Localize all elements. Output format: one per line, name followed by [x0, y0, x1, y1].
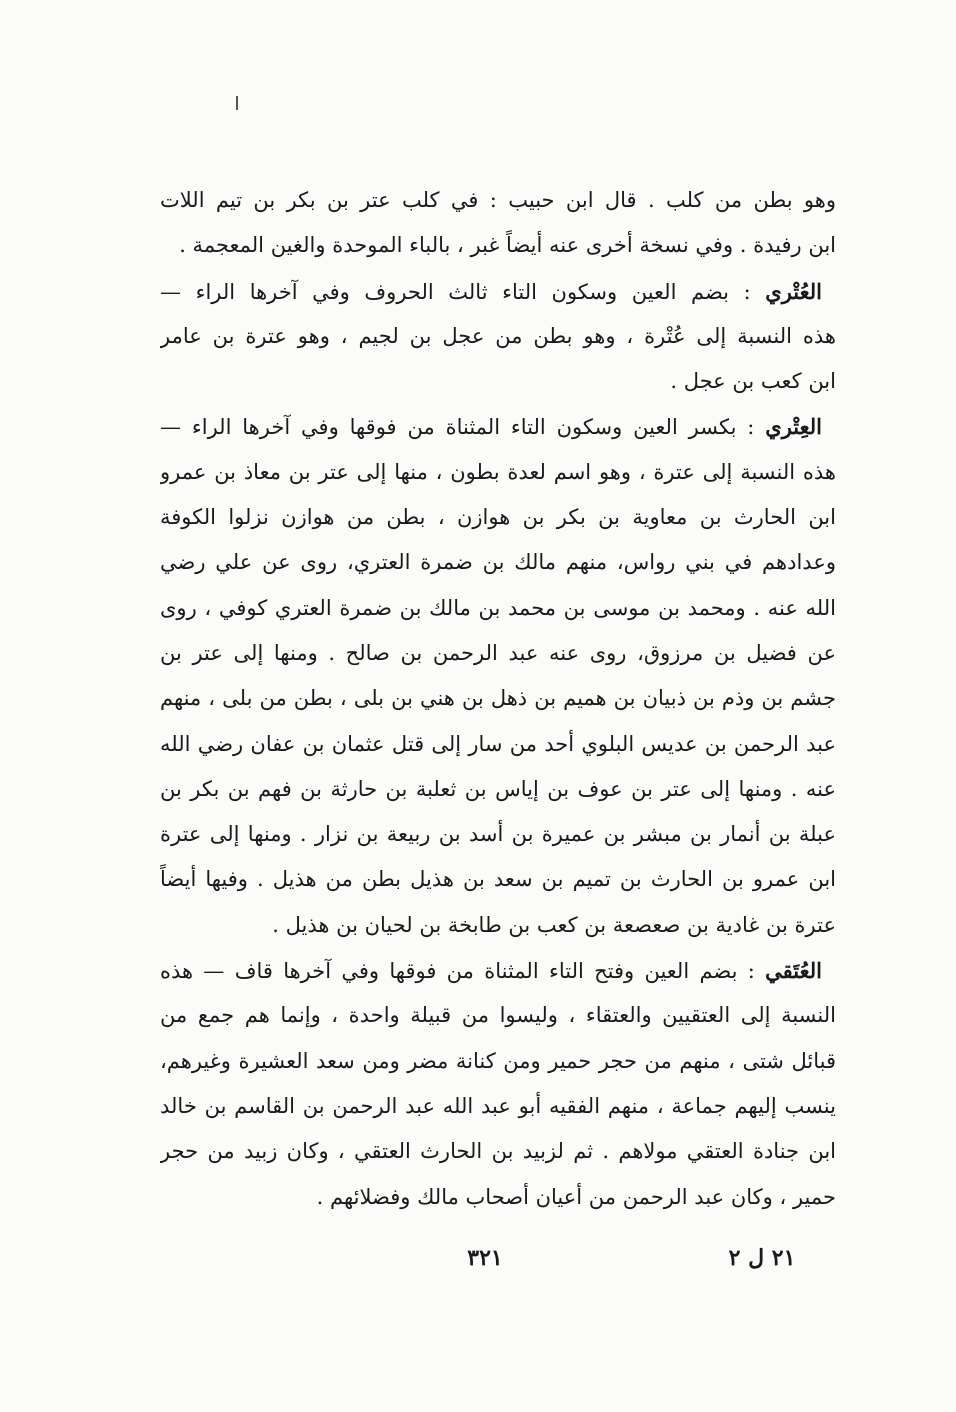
text-line — [160, 1084, 836, 1129]
text-line — [160, 767, 836, 812]
line-text: هذه النسبة إلى عترة ، وهو اسم لعدة بطون ، منها إلى عتر بن معاذ بن عمرو — [160, 459, 836, 484]
line-text: الله عنه . ومحمد بن موسى بن محمد بن مالك بن ضمرة العتري كوفي ، روى — [160, 595, 836, 620]
text-line — [160, 1129, 836, 1174]
ink-mark — [236, 96, 238, 110]
text-line — [160, 495, 836, 540]
text-line — [160, 857, 836, 902]
line-text: جشم بن وذم بن ذبيان بن هميم بن ذهل بن هني بن بلى ، بطن من بلى ، منهم — [160, 686, 836, 711]
text-line — [160, 1039, 836, 1084]
line-text: : بضم العين وفتح التاء المثناة من فوقها وفي آخرها قاف — هذه — [160, 959, 766, 984]
text-line — [160, 1175, 836, 1220]
line-text: عن فضيل بن مرزوق، روى عنه عبد الرحمن بن صالح . ومنها إلى عتر بن — [160, 640, 836, 665]
entry-heading: العُتَقي — [765, 958, 822, 984]
text-line — [160, 812, 836, 857]
line-text: وهو بطن من كلب . قال ابن حبيب : في كلب عتر بن بكر بن تيم اللات — [160, 188, 836, 212]
line-text: ابن عمرو بن الحارث بن تميم بن سعد بن هذيل بطن من هذيل . وفيها أيضاً — [160, 867, 836, 892]
line-text: هذه النسبة إلى عُتْرة ، وهو بطن من عجل بن لجيم ، وهو عترة بن عامر — [160, 323, 836, 348]
line-text: ابن جنادة العتقي مولاهم . ثم لزبيد بن الحارث العتقي ، وكان زبيد من حجر — [160, 1139, 836, 1164]
text-line — [160, 450, 836, 495]
line-text: عنه . ومنها إلى عتر بن عوف بن إياس بن ثعلبة بن حارثة بن فهم بن بكر بن — [160, 776, 836, 801]
text-line — [160, 359, 836, 404]
line-text: عبلة بن أنمار بن مبشر بن عميرة بن أسد بن ربيعة بن نزار . ومنها إلى عترة — [160, 822, 836, 847]
text-line — [160, 178, 836, 223]
text-line — [160, 314, 836, 359]
text-line — [160, 223, 836, 268]
text-line — [160, 993, 836, 1038]
entry-heading: العُتْري — [765, 278, 822, 304]
line-text: : بكسر العين وسكون التاء المثناة من فوقها وفي آخرها الراء — — [160, 415, 766, 440]
text-line — [160, 631, 836, 676]
line-text: ابن الحارث بن معاوية بن بكر بن هوازن ، بطن من هوازن نزلوا الكوفة — [160, 505, 836, 530]
line-text: النسبة إلى العتقيين والعتقاء ، وليسوا من قبيلة واحدة ، وإنما هم جمع من — [160, 1003, 836, 1028]
line-text: ابن كعب بن عجل . — [670, 369, 836, 394]
line-text: ينسب إليهم جماعة ، منهم الفقيه أبو عبد الله عبد الرحمن بن القاسم بن خالد — [160, 1093, 836, 1118]
text-line — [160, 404, 836, 449]
body-text — [160, 178, 836, 1220]
line-text: : بضم العين وسكون التاء ثالث الحروف وفي آخرها الراء — — [160, 279, 766, 304]
line-text: قبائل شتى ، منهم من حجر حمير ومن كنانة مضر ومن سعد العشيرة وغيرهم، — [160, 1048, 836, 1073]
page-number: ٣٢١ — [467, 1245, 503, 1271]
line-text: ابن رفيدة . وفي نسخة أخرى عنه أيضاً غبر ، بالباء الموحدة والغين المعجمة . — [179, 233, 836, 258]
line-text: عترة بن غادية بن صعصعة بن كعب بن طابخة بن لحيان بن هذيل . — [272, 912, 836, 937]
text-line — [160, 676, 836, 721]
text-line — [160, 269, 836, 314]
text-line — [160, 903, 836, 948]
line-text: عبد الرحمن بن عديس البلوي أحد من سار إلى قتل عثمان بن عفان رضي الله — [160, 731, 836, 756]
entry-heading: العِتْري — [765, 414, 822, 440]
line-text: حمير ، وكان عبد الرحمن من أعيان أصحاب مالك وفضلائهم . — [316, 1184, 836, 1209]
line-text: وعدادهم في بني رواس، منهم مالك بن ضمرة العتري، روى عن علي رضي — [160, 550, 836, 575]
signature-mark: ٢١ ل ٢ — [728, 1245, 796, 1271]
text-line — [160, 722, 836, 767]
text-line — [160, 540, 836, 585]
text-line — [160, 948, 836, 993]
text-line — [160, 586, 836, 631]
